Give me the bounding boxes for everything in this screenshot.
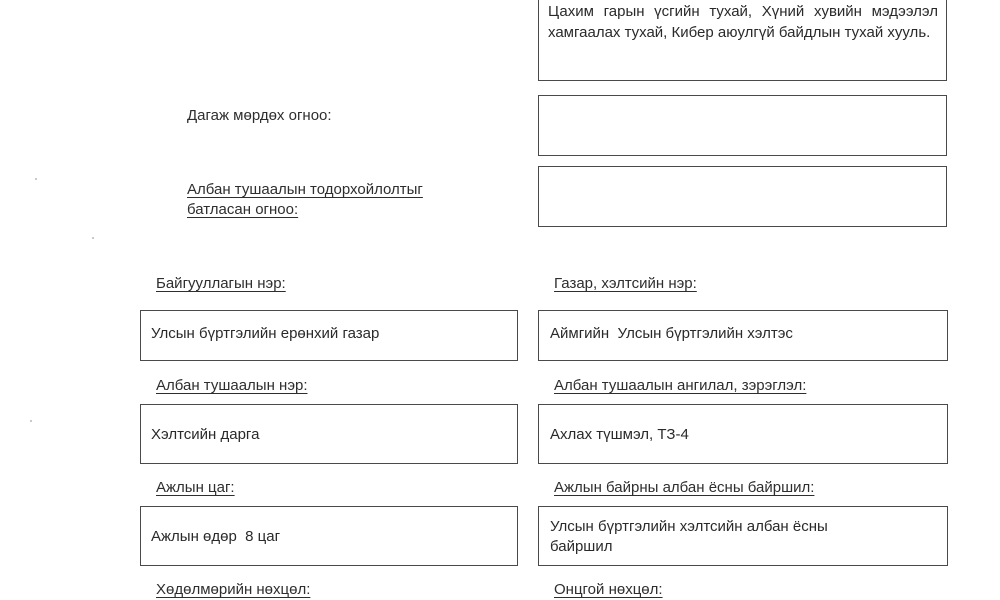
- laws-reference-text: Цахим гарын үсгийн тухай, Хүний хувийн мэдээлэл хамгаалах тухай, Кибер аюулгүй байдлын тухай хууль.: [548, 3, 938, 41]
- department-label: Газар, хэлтсийн нэр:: [554, 275, 697, 292]
- scan-speck: [30, 420, 32, 422]
- labor-conditions-label: Хөдөлмөрийн нөхцөл:: [156, 581, 311, 598]
- scan-speck: [35, 178, 37, 180]
- organization-value: Улсын бүртгэлийн ерөнхий газар: [151, 325, 380, 342]
- laws-reference-box: [538, 0, 947, 81]
- effective-date-label: Дагаж мөрдөх огноо:: [187, 107, 332, 124]
- position-name-label: Албан тушаалын нэр:: [156, 377, 308, 394]
- work-hours-label: Ажлын цаг:: [156, 479, 235, 496]
- organization-label: Байгууллагын нэр:: [156, 275, 286, 292]
- department-value: Аймгийн Улсын бүртгэлийн хэлтэс: [550, 325, 793, 342]
- position-class-value: Ахлах түшмэл, ТЗ-4: [550, 426, 689, 443]
- position-name-field[interactable]: [140, 404, 518, 464]
- scan-speck: [92, 237, 94, 239]
- organization-field[interactable]: [140, 310, 518, 361]
- workplace-location-label: Ажлын байрны албан ёсны байршил:: [554, 479, 815, 496]
- approval-date-field[interactable]: [538, 166, 947, 227]
- special-conditions-label: Онцгой нөхцөл:: [554, 581, 663, 598]
- position-class-label: Албан тушаалын ангилал, зэрэглэл:: [554, 377, 807, 394]
- position-name-value: Хэлтсийн дарга: [151, 426, 260, 443]
- position-class-field[interactable]: [538, 404, 948, 464]
- department-field[interactable]: [538, 310, 948, 361]
- work-hours-field[interactable]: [140, 506, 518, 566]
- work-hours-value: Ажлын өдөр 8 цаг: [151, 528, 281, 545]
- effective-date-field[interactable]: [538, 95, 947, 156]
- approval-date-label: Албан тушаалын тодорхойлолтыг батласан огноо:: [187, 181, 423, 218]
- workplace-location-value: Улсын бүртгэлийн хэлтсийн албан ёсны байршил: [550, 518, 828, 555]
- workplace-location-field[interactable]: [538, 506, 948, 566]
